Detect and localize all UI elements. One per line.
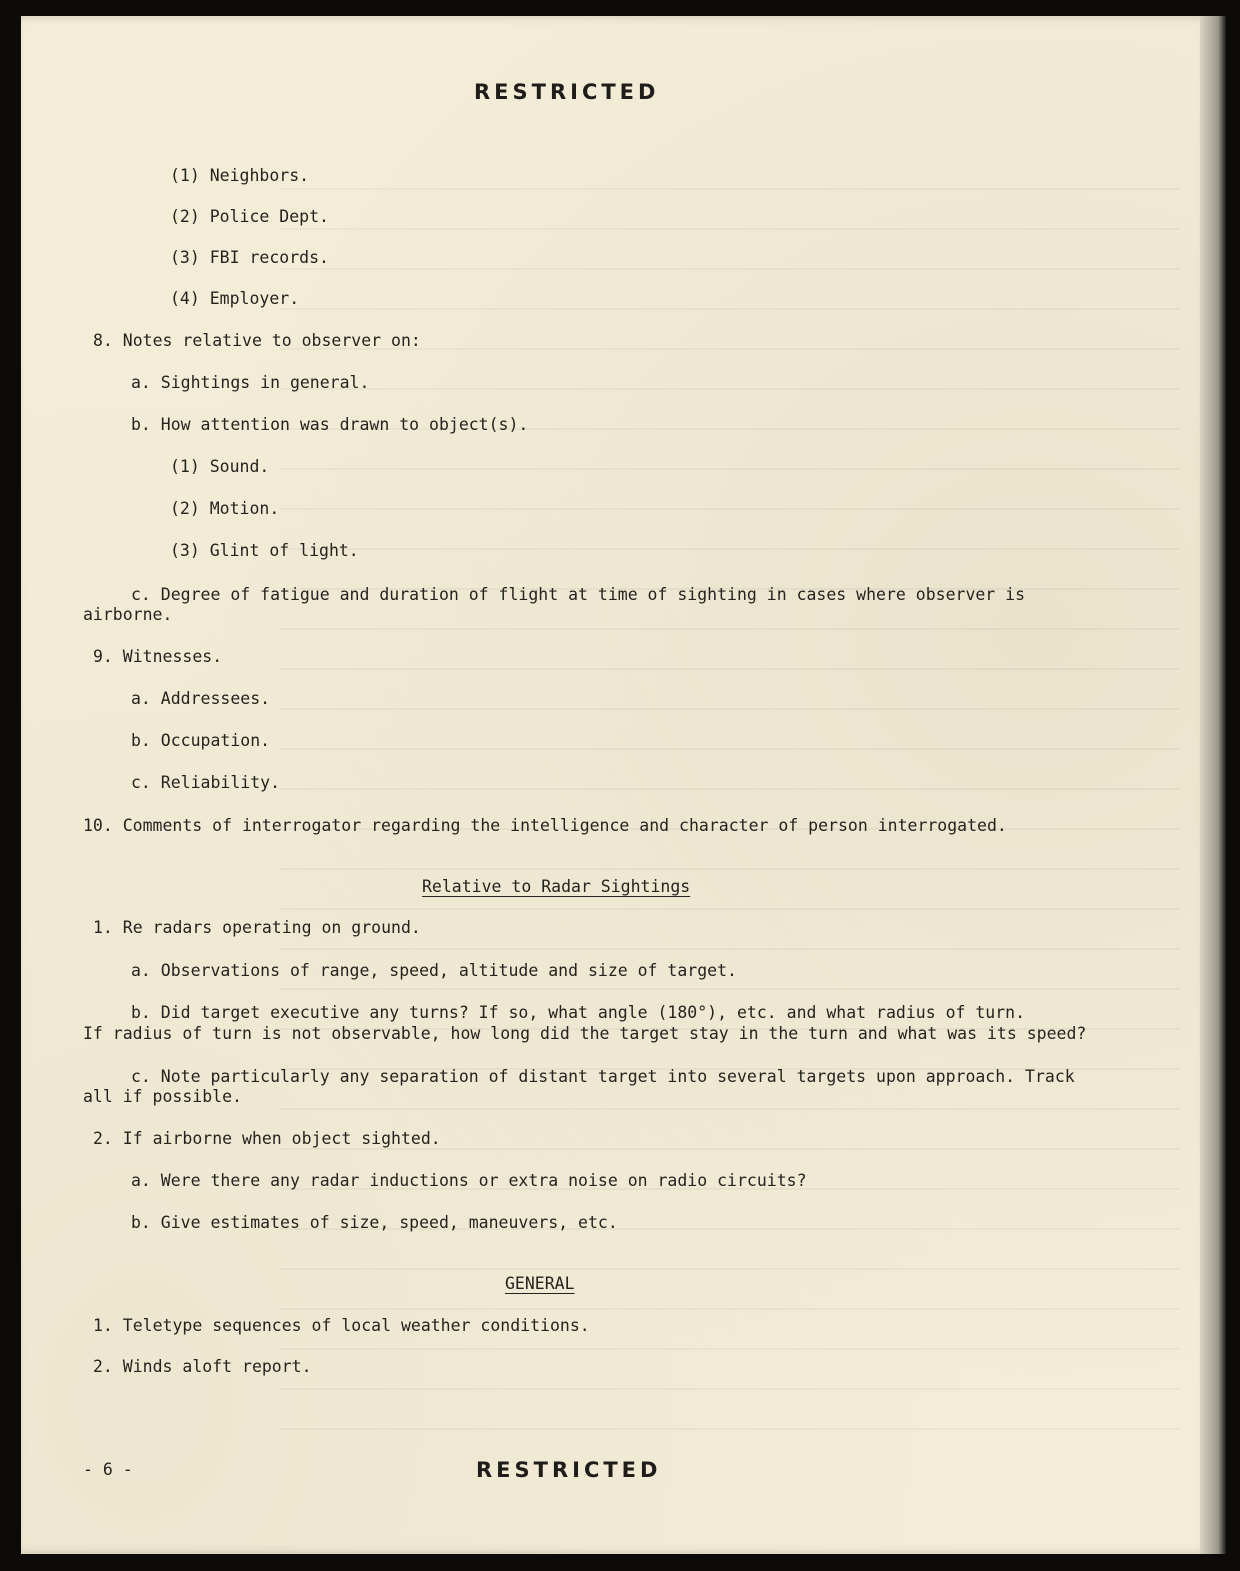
- general-item-2: 2. Winds aloft report.: [93, 1357, 312, 1376]
- list-item-fbi-records: (3) FBI records.: [170, 248, 329, 267]
- page-number: - 6 -: [83, 1460, 133, 1479]
- item-8a-sightings: a. Sightings in general.: [131, 373, 370, 392]
- section-heading-general: GENERAL: [505, 1274, 575, 1293]
- radar-item-2a: a. Were there any radar inductions or extra noise on radio circuits?: [131, 1171, 807, 1190]
- item-9-witnesses: 9. Witnesses.: [93, 647, 223, 666]
- general-item-1: 1. Teletype sequences of local weather conditions.: [93, 1316, 590, 1335]
- radar-item-1a: a. Observations of range, speed, altitude and size of target.: [131, 961, 737, 980]
- radar-item-2b: b. Give estimates of size, speed, maneuvers, etc.: [131, 1213, 618, 1232]
- footer-restricted-stamp: RESTRICTED: [476, 1458, 662, 1482]
- radar-item-1: 1. Re radars operating on ground.: [93, 918, 421, 937]
- item-8-notes-observer: 8. Notes relative to observer on:: [93, 331, 421, 350]
- list-item-motion: (2) Motion.: [170, 499, 280, 518]
- item-10-comments: 10. Comments of interrogator regarding the intelligence and character of person interrogated.: [83, 816, 1007, 835]
- item-8c-fatigue-cont: airborne.: [83, 605, 173, 624]
- item-9c-reliability: c. Reliability.: [131, 773, 281, 792]
- list-item-employer: (4) Employer.: [170, 289, 300, 308]
- radar-item-1c-cont: all if possible.: [83, 1087, 242, 1106]
- page-edge: [1200, 16, 1226, 1554]
- radar-item-1b: b. Did target executive any turns? If so, what angle (180°), etc. and what radius of turn.: [131, 1003, 1026, 1022]
- item-8b-attention: b. How attention was drawn to object(s).: [131, 415, 529, 434]
- header-restricted-stamp: RESTRICTED: [474, 80, 660, 104]
- list-item-sound: (1) Sound.: [170, 457, 270, 476]
- list-item-neighbors: (1) Neighbors.: [170, 166, 310, 185]
- section-heading-radar: Relative to Radar Sightings: [422, 877, 691, 896]
- item-8c-fatigue: c. Degree of fatigue and duration of flight at time of sighting in cases where observer is: [131, 585, 1026, 604]
- item-9a-addressees: a. Addressees.: [131, 689, 271, 708]
- list-item-glint: (3) Glint of light.: [170, 541, 359, 560]
- radar-item-1c: c. Note particularly any separation of distant target into several targets upon approach. Track: [131, 1067, 1075, 1086]
- list-item-police-dept: (2) Police Dept.: [170, 207, 329, 226]
- radar-item-2: 2. If airborne when object sighted.: [93, 1129, 441, 1148]
- radar-item-1b-cont: If radius of turn is not observable, how long did the target stay in the turn and what was its speed?: [83, 1024, 1087, 1043]
- item-9b-occupation: b. Occupation.: [131, 731, 271, 750]
